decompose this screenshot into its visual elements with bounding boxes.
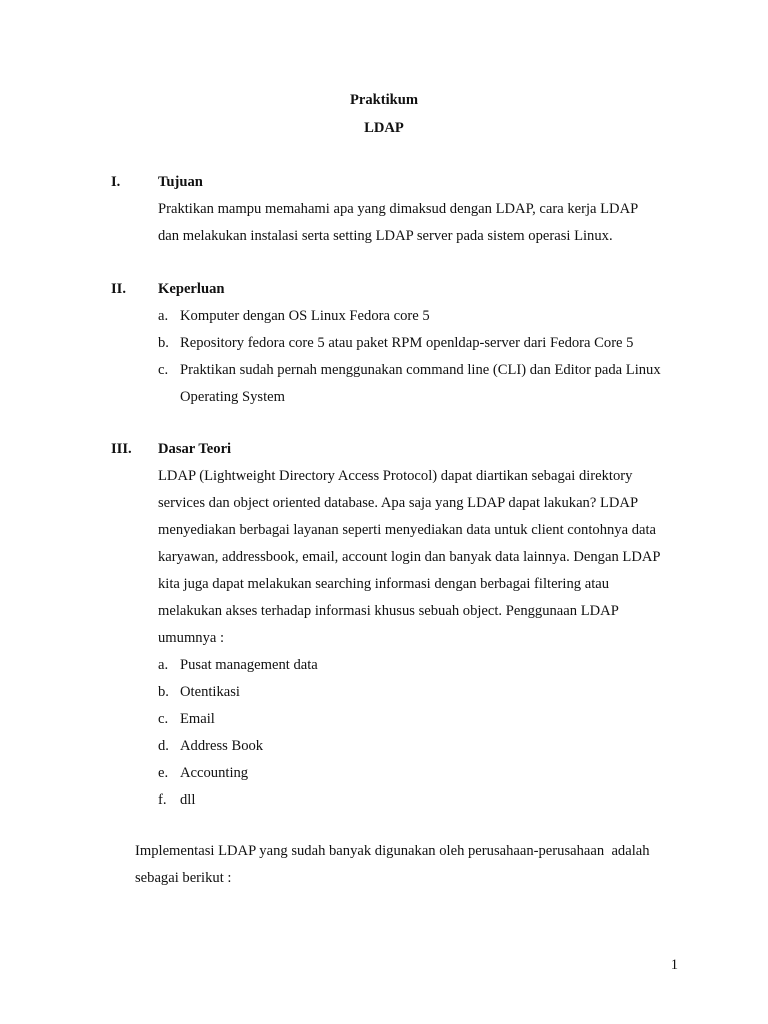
list-item-text: Komputer dengan OS Linux Fedora core 5 [180,308,430,324]
section-number: I. [111,174,121,190]
list-item [158,357,688,411]
section-number: III. [111,441,132,457]
section-body [158,276,688,411]
requirements-list [158,303,688,411]
list-item [158,330,688,357]
list-item-text: dll [180,792,196,808]
list-item [158,787,688,814]
list-marker: d. [158,738,169,754]
list-item [158,706,688,733]
paragraph-line: menyediakan berbagai layanan seperti menyediakan data untuk client contohnya data [158,522,657,538]
section-body [158,436,688,814]
list-item [158,733,688,760]
list-item-text: Address Book [180,738,264,754]
paragraph-line: umumnya : [158,630,225,646]
implementation-paragraph [135,838,680,892]
page-number: 1 [670,957,678,973]
list-marker: a. [158,308,169,324]
ldap-usage-list [158,652,688,814]
list-item-text: Accounting [180,765,249,781]
document-title: Praktikum [349,92,419,108]
document-subtitle: LDAP [364,120,404,136]
list-item-text: Repository fedora core 5 atau paket RPM openldap-server dari Fedora Core 5 [180,335,634,351]
section-heading: Tujuan [158,174,203,190]
list-item-text: Praktikan sudah pernah menggunakan command line (CLI) dan Editor pada Linux [180,362,661,378]
paragraph-line: services dan object oriented database. Apa saja yang LDAP dapat lakukan? LDAP [158,495,639,511]
list-item-text: Pusat management data [180,657,318,673]
list-item [158,303,688,330]
paragraph-line: dan melakukan instalasi serta setting LDAP server pada sistem operasi Linux. [158,228,613,244]
section-heading: Keperluan [158,281,225,297]
list-marker: c. [158,711,169,727]
list-item [158,652,688,679]
section-heading: Dasar Teori [158,441,232,457]
paragraph-line: melakukan akses terhadap informasi khusus sebuah object. Penggunaan LDAP [158,603,619,619]
paragraph-line: LDAP (Lightweight Directory Access Protocol) dapat diartikan sebagai direktory [158,468,633,484]
list-item-text: Email [180,711,215,727]
list-marker: f. [158,792,167,808]
list-item-text: Otentikasi [180,684,240,700]
section-body [158,169,688,250]
list-marker: b. [158,684,169,700]
list-marker: b. [158,335,169,351]
paragraph-line: kita juga dapat melakukan searching informasi dengan berbagai filtering atau [158,576,610,592]
paragraph-line: karyawan, addressbook, email, account login dan banyak data lainnya. Dengan LDAP [158,549,661,565]
list-marker: c. [158,362,169,378]
paragraph-line: sebagai berikut : [135,870,232,886]
list-item-text-continued: Operating System [180,389,285,405]
section-number: II. [111,281,127,297]
list-marker: a. [158,657,169,673]
paragraph-line: Implementasi LDAP yang sudah banyak digunakan oleh perusahaan-perusahaan adalah [135,843,650,859]
list-item [158,679,688,706]
list-marker: e. [158,765,169,781]
list-item [158,760,688,787]
paragraph-line: Praktikan mampu memahami apa yang dimaksud dengan LDAP, cara kerja LDAP [158,201,639,217]
